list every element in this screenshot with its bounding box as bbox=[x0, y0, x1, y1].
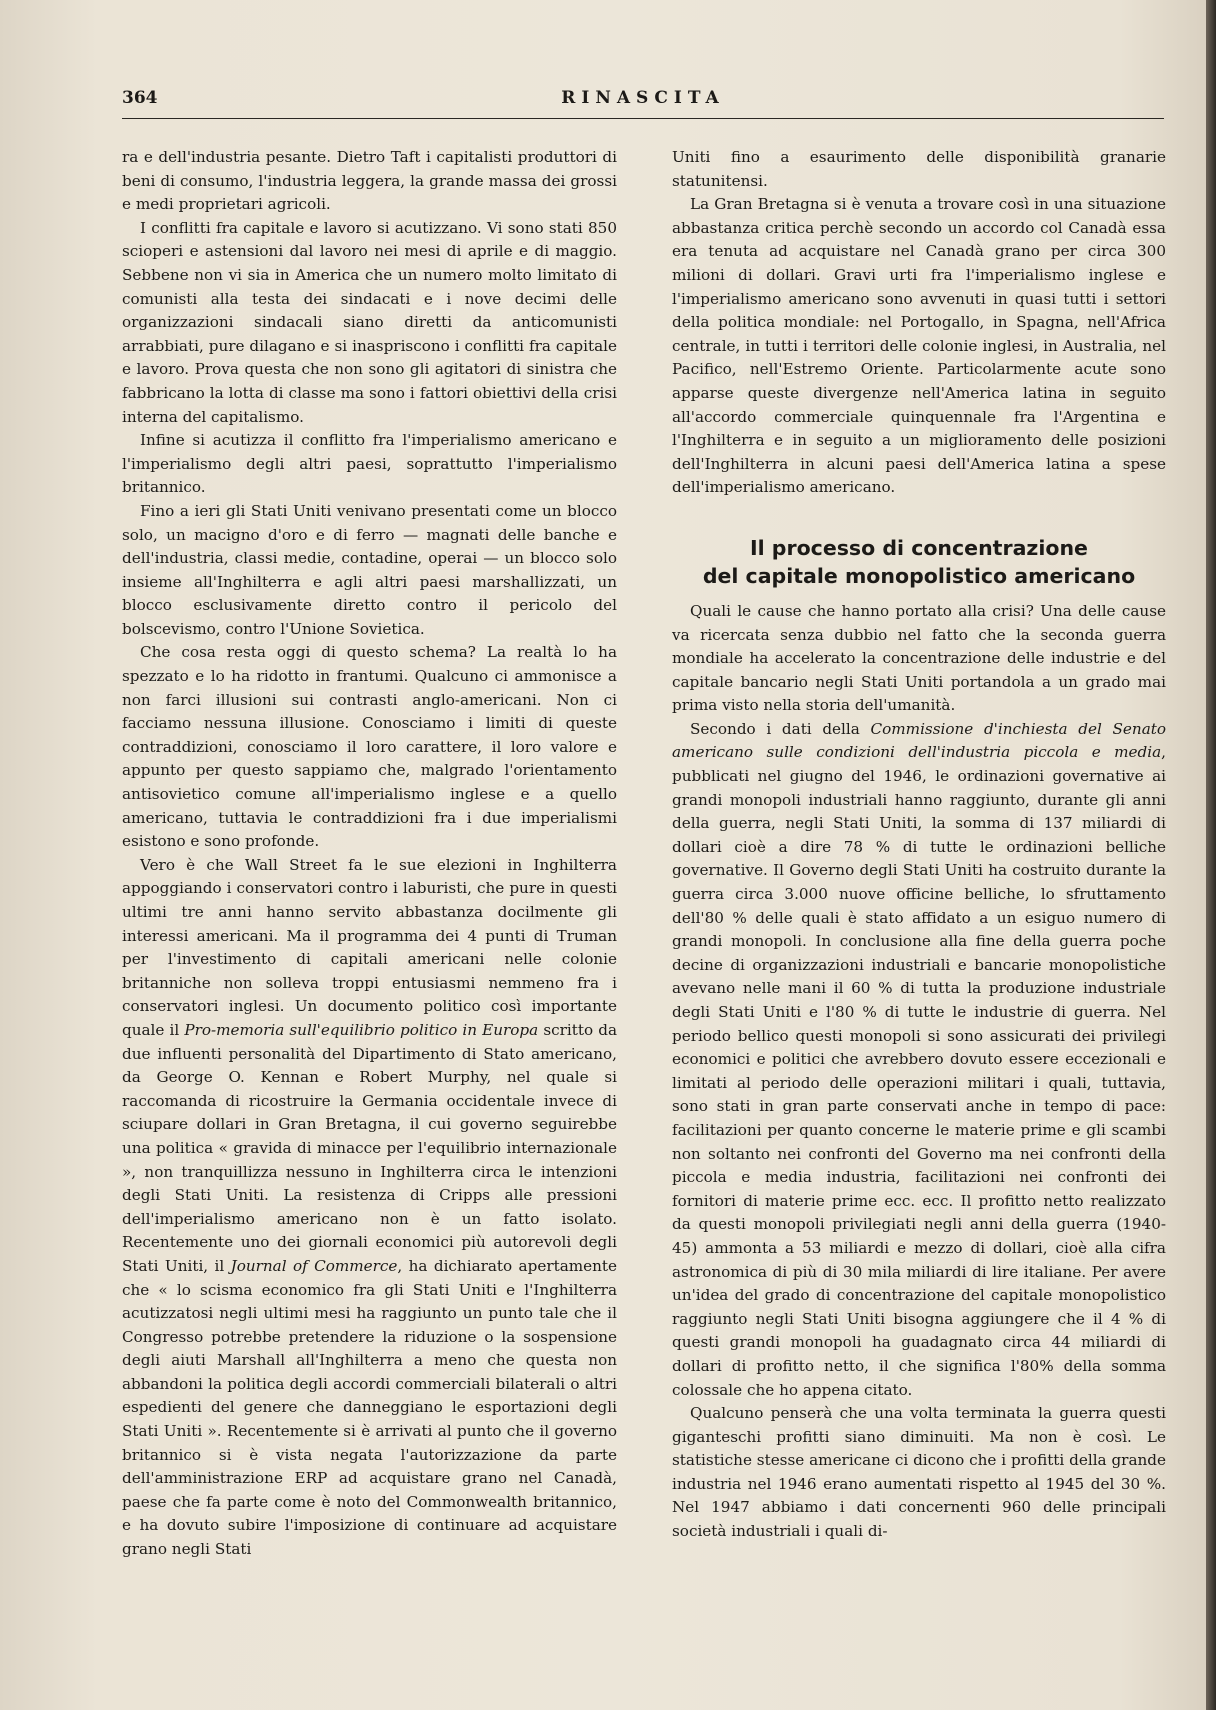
paragraph bbox=[672, 718, 1166, 1402]
paragraph: Fino a ieri gli Stati Uniti venivano presentati come un blocco solo, un macigno d'oro e di ferro — magnati delle banche e dell'industria, classi medie, contadine, operai — un blocco solo insieme all'Inghilterra e agli altri paesi marshallizzati, un blocco esclusivamente diretto contro il pericolo del bolscevismo, contro l'Unione Sovietica. bbox=[122, 501, 617, 638]
text-run: , ha dichiarato apertamente che « lo scisma economico fra gli Stati Uniti e l'Inghilterra acutizzatosi negli ultimi mesi ha raggiunto un punto tale che il Congresso potrebbe pretendere la riduzione o la sospensione degli aiuti Marshall all'Inghilterra a meno che questa non abbandoni la politica degli accordi commerciali bilaterali o altri espedienti del genere che danneggiano le esportazioni degli Stati Uniti ». Recentemente si è arrivati al punto che il governo britannico si è vista negata l'autorizzazione da parte dell'amministrazione ERP ad acquistare grano nel Canadà, paese che fa parte come è noto del Commonwealth britannico, e ha dovuto subire l'imposizione di continuare ad acquistare grano negli Stati bbox=[122, 1256, 618, 1559]
left-column bbox=[122, 146, 617, 1562]
text-run: Vero è che Wall Street fa le sue elezioni in Inghilterra appoggiando i conservatori contro i laburisti, che pure in questi ultimi tre anni hanno servito abbastanza docilmente gli interessi americani. Ma il programma dei 4 punti di Truman per l'investimento di capitali americani nelle colonie britanniche non solleva troppi entusiasmi nemmeno fra i conservatori inglesi. Un documento politico così importante quale il bbox=[122, 855, 617, 1039]
paragraph: I conflitti fra capitale e lavoro si acutizzano. Vi sono stati 850 scioperi e astensioni dal lavoro nei mesi di aprile e di maggio. Sebbene non vi sia in America che un numero molto limitato di comunisti alla testa dei sindacati e i nove decimi delle organizzazioni sindacali siano diretti da anticomunisti arrabbiati, pure dilagano e si inaspriscono i conflitti fra capitale e lavoro. Prova questa che non sono gli agitatori di sinistra che fabbricano la lotta di classe ma sono i fattori obiettivi della crisi interna del capitalismo. bbox=[122, 218, 617, 426]
section-heading bbox=[672, 534, 1166, 590]
journal-title-italic: Journal of Commerce bbox=[230, 1256, 398, 1275]
section-heading-line: del capitale monopolistico americano bbox=[702, 563, 1136, 588]
document-title-italic: Pro-memoria sull'equilibrio politico in Europa bbox=[184, 1020, 539, 1039]
running-title: RINASCITA bbox=[561, 88, 725, 108]
paragraph: La Gran Bretagna si è venuta a trovare così in una situazione abbastanza critica perchè secondo un accordo col Canadà essa era tenuta ad acquistare nel Canadà grano per circa 300 milioni di dollari. Gravi urti fra l'imperialismo inglese e l'imperialismo americano sono avvenuti in quasi tutti i settori della politica mondiale: nel Portogallo, in Spagna, nell'Africa centrale, in tutti i territori delle colonie inglesi, in Australia, nel Pacifico, nell'Estremo Oriente. Particolarmente acute sono apparse queste divergenze nell'America latina in seguito all'accordo commerciale quinquennale fra l'Argentina e l'Inghilterra e in seguito a un miglioramento delle posizioni dell'Inghilterra in alcuni paesi dell'America latina a spese dell'imperialismo americano. bbox=[672, 195, 1166, 497]
paragraph: Qualcuno penserà che una volta terminata la guerra questi giganteschi profitti siano diminuiti. Ma non è così. Le statistiche stesse americane ci dicono che i profitti della grande industria nel 1946 erano aumentati rispetto al 1945 del 30 %. Nel 1947 abbiamo i dati concernenti 960 delle principali società industriali i quali di- bbox=[672, 1404, 1166, 1541]
paragraph bbox=[122, 854, 617, 1562]
text-run: Secondo i dati della bbox=[690, 719, 871, 738]
paragraph: Che cosa resta oggi di questo schema? La realtà lo ha spezzato e lo ha ridotto in frantumi. Qualcuno ci ammonisce a non farci illusioni sui contrasti anglo-americani. Non ci facciamo nessuna illusione. Conosciamo i limiti di queste contraddizioni, conosciamo il loro carattere, il loro valore e appunto per questo sappiamo che, malgrado l'orientamento antisovietico comune all'imperialismo inglese e a quello americano, tuttavia le contraddizioni fra i due imperialismi esistono e sono profonde. bbox=[122, 643, 617, 851]
text-run: scritto da due influenti personalità del Dipartimento di Stato americano, da George O. Kennan e Robert Murphy, nel quale si raccomanda di ricostruire la Germania occidentale invece di sciupare dollari in Gran Bretagna, il cui governo seguirebbe una politica « gravida di minacce per l'equilibrio internazionale », non tranquillizza nessuno in Inghilterra circa le intenzioni degli Stati Uniti. La resistenza di Cripps alle pressioni dell'imperialismo americano non è un fatto isolato. Recentemente uno dei giornali economici più autorevoli degli Stati Uniti, il bbox=[122, 1020, 618, 1275]
page-header bbox=[122, 84, 1164, 119]
commission-title-italic: Commissione d'inchiesta del Senato americano sulle condizioni dell'industria piccola e media bbox=[672, 719, 1166, 762]
paragraph: Quali le cause che hanno portato alla crisi? Una delle cause va ricercata senza dubbio nel fatto che la seconda guerra mondiale ha accelerato la concentrazione delle industrie e del capitale bancario negli Stati Uniti portandola a un grado mai prima visto nella storia dell'umanità. bbox=[672, 601, 1166, 715]
page-number: 364 bbox=[122, 88, 158, 108]
paragraph: Uniti fino a esaurimento delle disponibilità granarie statunitensi. bbox=[672, 148, 1166, 190]
text-run: , pubblicati nel giugno del 1946, le ordinazioni governative ai grandi monopoli industriali hanno raggiunto, durante gli anni della guerra, negli Stati Uniti, la somma di 137 miliardi di dollari cioè a dire 78 % di tutte le ordinazioni belliche governative. Il Governo degli Stati Uniti ha costruito durante la guerra circa 3.000 nuove officine belliche, lo sfruttamento dell'80 % delle quali è stato affidato a un esiguo numero di grandi monopoli. In conclusione alla fine della guerra poche decine di organizzazioni industriali e bancarie monopolistiche avevano nelle mani il 60 % di tutta la produzione industriale degli Stati Uniti e l'80 % di tutte le industrie di guerra. Nel periodo bellico questi monopoli si sono assicurati dei privilegi economici e politici che avrebbero dovuto essere eccezionali e limitati al periodo delle operazioni militari i quali, tuttavia, sono stati in gran parte conservati anche in tempo di pace: facilitazioni per quanto concerne le materie prime e gli scambi non soltanto nei confronti del Governo ma nei confronti della piccola e media industria, facilitazioni nei confronti dei fornitori di materie prime ecc. ecc. Il profitto netto realizzato da questi monopoli privilegiati negli anni della guerra (1940-45) ammonta a 53 miliardi e mezzo di dollari, cioè alla cifra astronomica di più di 30 mila miliardi di lire italiane. Per avere un'idea del grado di concentrazione del capitale monopolistico raggiunto negli Stati Uniti bisogna aggiungere che il 4 % di questi grandi monopoli ha guadagnato circa 44 miliardi di dollari di profitto netto, il che significa l'80% della somma colossale che ho appena citato. bbox=[672, 743, 1166, 1399]
paragraph: ra e dell'industria pesante. Dietro Taft i capitalisti produttori di beni di consumo, l'industria leggera, la grande massa dei grossi e medi proprietari agricoli. bbox=[122, 148, 617, 214]
section-heading-line: Il processo di concentrazione bbox=[750, 535, 1088, 560]
page-edge-shadow bbox=[1206, 0, 1216, 1710]
paragraph: Infine si acutizza il conflitto fra l'imperialismo americano e l'imperialismo degli altri paesi, soprattutto l'imperialismo britannico. bbox=[122, 431, 617, 497]
right-column bbox=[672, 146, 1166, 1544]
